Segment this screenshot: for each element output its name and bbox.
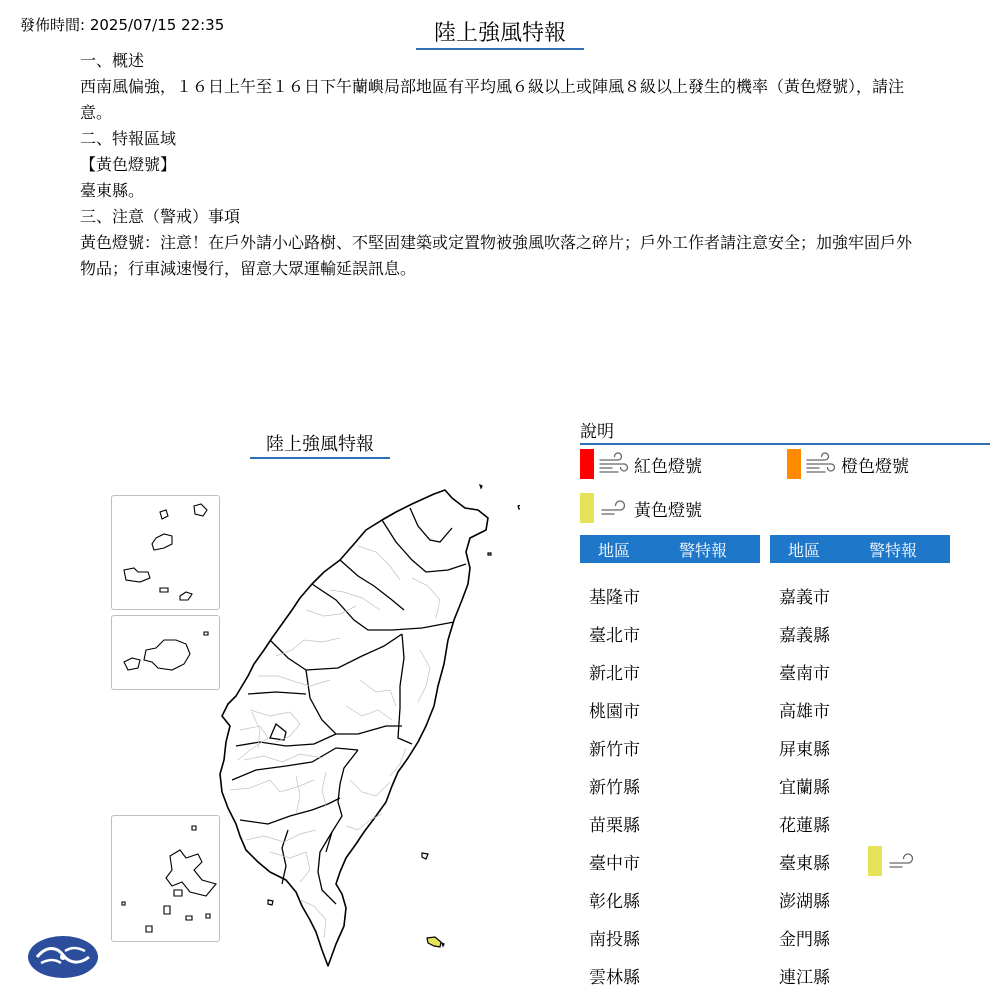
county-name: 宜蘭縣 (779, 777, 830, 798)
lanyu-island-highlight (427, 937, 441, 947)
legend-label-red: 紅色燈號 (634, 456, 702, 477)
county-name: 嘉義縣 (779, 625, 830, 646)
page-title: 陸上強風特報 (416, 16, 584, 50)
legend-item-orange (787, 449, 909, 479)
section-caution-heading: 三、注意（警戒）事項 (80, 207, 241, 226)
table-row (580, 804, 760, 842)
table-header-left (580, 535, 760, 563)
legend-item-yellow (580, 493, 702, 523)
section-area-heading: 二、特報區域 (80, 129, 177, 148)
table-row (580, 614, 760, 652)
county-name: 苗栗縣 (589, 815, 640, 836)
table-row (770, 918, 950, 956)
inset-penghu (111, 815, 220, 942)
column-region: 地區 (598, 540, 631, 560)
county-name: 高雄市 (779, 701, 830, 722)
map-title: 陸上強風特報 (250, 430, 390, 459)
wind-icon (886, 849, 918, 873)
county-name: 雲林縣 (589, 967, 640, 988)
wind-strong-icon (805, 452, 837, 476)
legend-swatch-red (580, 449, 594, 479)
bulletin-text (80, 48, 920, 282)
inset-matsu (111, 495, 220, 610)
county-name: 花蓮縣 (779, 815, 830, 836)
county-name: 臺中市 (589, 853, 640, 874)
legend-title: 說明 (580, 417, 990, 445)
section-summary-heading: 一、概述 (80, 51, 145, 70)
table-row (580, 576, 760, 614)
legend-swatch-yellow (580, 493, 594, 523)
county-name: 彰化縣 (589, 891, 640, 912)
warning-swatch (868, 846, 882, 876)
table-row (770, 690, 950, 728)
table-row (580, 766, 760, 804)
table-row (580, 690, 760, 728)
table-row (770, 614, 950, 652)
table-row (770, 842, 950, 880)
table-row (770, 766, 950, 804)
county-name: 新北市 (589, 663, 640, 684)
table-row (580, 842, 760, 880)
county-name: 臺北市 (589, 625, 640, 646)
warning-indicator (868, 846, 918, 876)
county-name: 連江縣 (779, 967, 830, 988)
table-row (770, 652, 950, 690)
issue-time: 發佈時間: 2025/07/15 22:35 (20, 16, 225, 34)
taiwan-main-island (220, 490, 488, 966)
section-area-text: 臺東縣。 (80, 181, 145, 200)
column-warning: 警特報 (679, 540, 728, 560)
table-header-right (770, 535, 950, 563)
table-row (580, 652, 760, 690)
inset-kinmen (111, 615, 220, 690)
county-name: 金門縣 (779, 929, 830, 950)
table-row (580, 728, 760, 766)
table-row (770, 804, 950, 842)
county-name: 臺東縣 (779, 853, 830, 874)
section-caution-text: 黃色燈號：注意！在戶外請小心路樹、不堅固建築或定置物被強風吹落之碎片；戶外工作者請注意安全；加強牢固戶外物品；行車減速慢行，留意大眾運輸延誤訊息。 (80, 233, 913, 278)
legend-label-yellow: 黃色燈號 (634, 500, 702, 521)
county-name: 新竹市 (589, 739, 640, 760)
section-area-level: 【黃色燈號】 (80, 155, 177, 174)
county-name: 南投縣 (589, 929, 640, 950)
county-name: 桃園市 (589, 701, 640, 722)
county-name: 嘉義市 (779, 587, 830, 608)
table-row (770, 576, 950, 614)
cwa-logo-icon (27, 935, 99, 979)
wind-strong-icon (598, 452, 630, 476)
column-warning: 警特報 (869, 540, 918, 560)
legend-item-red (580, 449, 702, 479)
table-row (580, 956, 760, 994)
table-row (770, 956, 950, 994)
wind-icon (598, 496, 630, 520)
table-row (580, 918, 760, 956)
legend-swatch-orange (787, 449, 801, 479)
county-name: 新竹縣 (589, 777, 640, 798)
county-name: 澎湖縣 (779, 891, 830, 912)
county-name: 臺南市 (779, 663, 830, 684)
legend-label-orange: 橙色燈號 (841, 456, 909, 477)
county-name: 屏東縣 (779, 739, 830, 760)
table-row (770, 728, 950, 766)
column-region: 地區 (788, 540, 821, 560)
table-row (580, 880, 760, 918)
county-name: 基隆市 (589, 587, 640, 608)
table-row (770, 880, 950, 918)
section-summary-text: 西南風偏強，１６日上午至１６日下午蘭嶼局部地區有平均風６級以上或陣風８級以上發生的機率（黃色燈號），請注意。 (80, 77, 905, 122)
